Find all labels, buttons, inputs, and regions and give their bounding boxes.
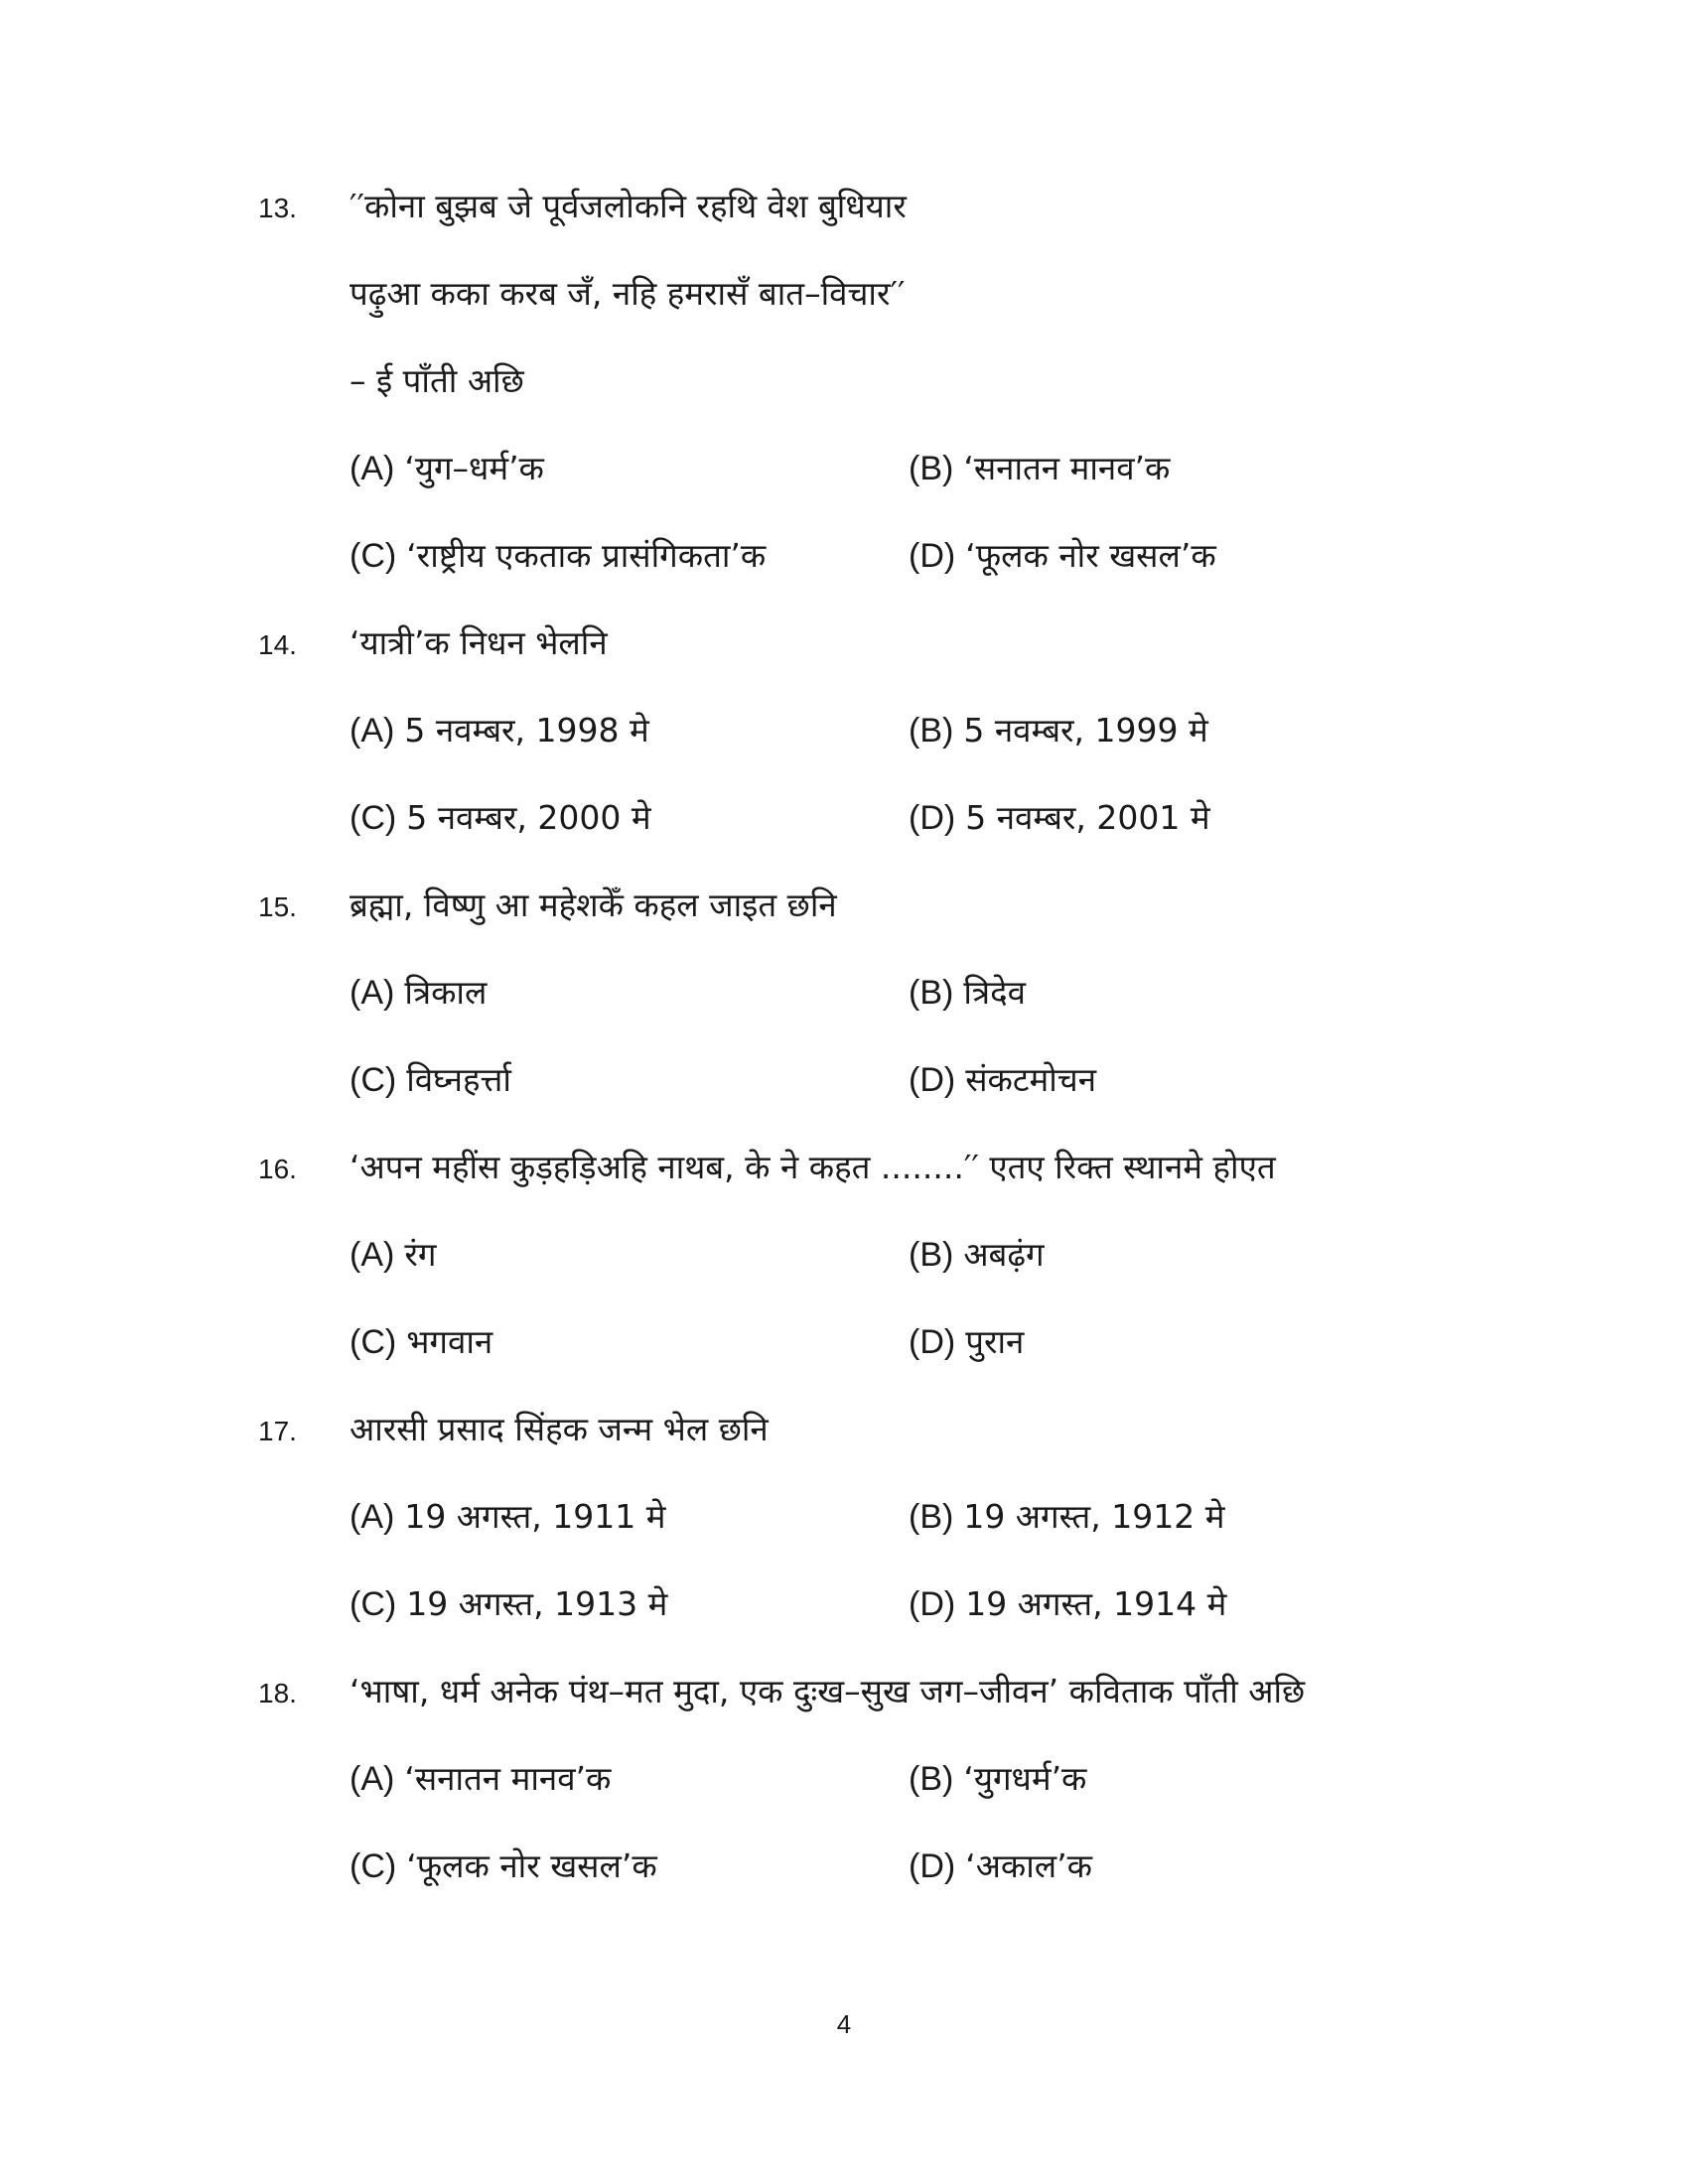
option-text: त्रिदेव xyxy=(963,973,1026,1012)
option-b[interactable] xyxy=(909,1757,1086,1801)
option-b[interactable] xyxy=(909,447,1170,490)
option-label: (D) xyxy=(909,1847,956,1885)
option-text: ‘अकाल’क xyxy=(965,1846,1093,1885)
option-text: ‘युगधर्म’क xyxy=(963,1759,1087,1798)
option-label: (C) xyxy=(350,537,397,575)
option-text: 19 अगस्त, 1914 मे xyxy=(965,1584,1227,1623)
question-number: 13. xyxy=(258,193,297,223)
option-c[interactable] xyxy=(350,1320,492,1364)
option-d[interactable] xyxy=(909,1058,1096,1102)
option-c[interactable] xyxy=(350,1582,667,1626)
option-a[interactable] xyxy=(350,1495,665,1539)
option-a[interactable] xyxy=(350,447,544,490)
option-c[interactable] xyxy=(350,1844,657,1888)
question-number: 15. xyxy=(258,891,297,922)
option-label: (D) xyxy=(909,1061,956,1099)
question-stem: आरसी प्रसाद सिंहक जन्म भेल छनि xyxy=(350,1410,769,1448)
option-label: (A) xyxy=(350,712,395,750)
option-label: (B) xyxy=(909,450,954,487)
option-text: 5 नवम्बर, 2001 मे xyxy=(965,798,1210,837)
option-label: (B) xyxy=(909,1760,954,1798)
option-d[interactable] xyxy=(909,534,1216,578)
option-label: (D) xyxy=(909,537,956,575)
option-b[interactable] xyxy=(909,1495,1224,1539)
option-label: (C) xyxy=(350,1323,397,1361)
question-stem: ब्रह्मा, विष्णु आ महेशकेँ कहल जाइत छनि xyxy=(350,886,837,924)
option-label: (A) xyxy=(350,1760,395,1798)
option-label: (B) xyxy=(909,1498,954,1536)
question-stem: ′′कोना बुझब जे पूर्वजलोकनि रहथि वेश बुधियार xyxy=(350,187,907,225)
option-label: (B) xyxy=(909,974,954,1012)
question-stem: पढ़ुआ कका करब जँ, नहि हमरासँ बात–विचार′′ xyxy=(350,274,906,313)
option-b[interactable] xyxy=(909,1233,1045,1277)
question-stem: ‘अपन महींस कुड़हड़िअहि नाथब, के ने कहत ........′′ एतए रिक्त स्थानमे होएत xyxy=(350,1148,1276,1186)
option-label: (D) xyxy=(909,1585,956,1623)
option-c[interactable] xyxy=(350,796,651,840)
option-d[interactable] xyxy=(909,1582,1226,1626)
option-text: 19 अगस्त, 1913 मे xyxy=(406,1584,668,1623)
option-text: रंग xyxy=(404,1235,437,1274)
option-label: (D) xyxy=(909,1323,956,1361)
option-label: (C) xyxy=(350,1061,397,1099)
option-label: (A) xyxy=(350,974,395,1012)
option-text: ‘फूलक नोर खसल’क xyxy=(965,536,1216,575)
question-stem: – ई पाँती अछि xyxy=(350,361,524,400)
option-text: ‘सनातन मानव’क xyxy=(404,1759,612,1798)
option-label: (B) xyxy=(909,712,954,750)
option-d[interactable] xyxy=(909,1844,1092,1888)
question-number: 17. xyxy=(258,1416,297,1446)
option-a[interactable] xyxy=(350,971,487,1015)
option-label: (A) xyxy=(350,1498,395,1536)
option-label: (C) xyxy=(350,1847,397,1885)
option-label: (A) xyxy=(350,450,395,487)
option-text: भगवान xyxy=(406,1322,493,1361)
option-text: 19 अगस्त, 1912 मे xyxy=(963,1497,1225,1536)
option-text: 5 नवम्बर, 1999 मे xyxy=(963,711,1208,750)
question-number: 18. xyxy=(258,1678,297,1708)
question-number: 16. xyxy=(258,1154,297,1184)
option-text: 5 नवम्बर, 2000 मे xyxy=(406,798,651,837)
option-text: ‘युग–धर्म’क xyxy=(404,449,544,487)
option-text: ‘फूलक नोर खसल’क xyxy=(406,1846,657,1885)
option-text: त्रिकाल xyxy=(404,973,488,1012)
option-label: (A) xyxy=(350,1236,395,1274)
option-label: (C) xyxy=(350,799,397,837)
option-b[interactable] xyxy=(909,971,1026,1015)
option-label: (C) xyxy=(350,1585,397,1623)
option-d[interactable] xyxy=(909,796,1210,840)
option-a[interactable] xyxy=(350,1233,436,1277)
option-text: विघ्नहर्त्ता xyxy=(406,1060,511,1099)
option-a[interactable] xyxy=(350,1757,611,1801)
option-text: ‘सनातन मानव’क xyxy=(963,449,1171,487)
option-text: 5 नवम्बर, 1998 मे xyxy=(404,711,649,750)
option-text: अबढ़ंग xyxy=(963,1235,1045,1274)
option-text: ‘राष्ट्रीय एकताक प्रासंगिकता’क xyxy=(406,536,767,575)
question-stem: ‘यात्री’क निधन भेलनि xyxy=(350,623,608,662)
option-text: पुरान xyxy=(965,1322,1025,1361)
option-d[interactable] xyxy=(909,1320,1024,1364)
page-number: 4 xyxy=(836,2009,852,2039)
option-text: 19 अगस्त, 1911 मे xyxy=(404,1497,666,1536)
option-b[interactable] xyxy=(909,709,1208,752)
option-label: (B) xyxy=(909,1236,954,1274)
option-c[interactable] xyxy=(350,534,766,578)
option-text: संकटमोचन xyxy=(965,1060,1097,1099)
option-a[interactable] xyxy=(350,709,649,752)
question-number: 14. xyxy=(258,629,297,660)
option-label: (D) xyxy=(909,799,956,837)
question-stem: ‘भाषा, धर्म अनेक पंथ–मत मुदा, एक दुःख–सुख जग–जीवन’ कविताक पाँती अछि xyxy=(350,1672,1306,1710)
option-c[interactable] xyxy=(350,1058,511,1102)
